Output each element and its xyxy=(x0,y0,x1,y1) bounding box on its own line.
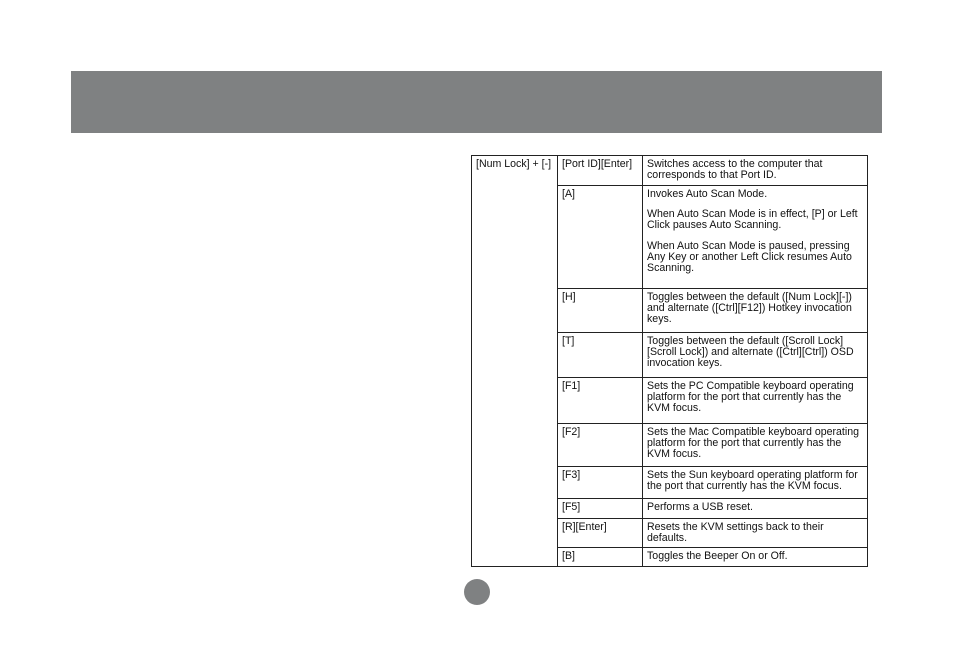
description-text: Toggles between the default ([Scroll Lock][Scroll Lock]) and alternate ([Ctrl][Ctrl]) OSD invocation keys. xyxy=(647,335,854,370)
hotkey-key-cell: [R][Enter] xyxy=(558,519,643,548)
hotkey-description-cell xyxy=(643,467,868,499)
description-text: When Auto Scan Mode is in effect, [P] or Left Click pauses Auto Scanning. xyxy=(647,208,858,232)
hotkey-description-cell xyxy=(643,333,868,378)
hotkey-description-cell xyxy=(643,186,868,289)
hotkey-key-cell: [H] xyxy=(558,289,643,333)
hotkey-description-cell xyxy=(643,499,868,519)
hotkey-table xyxy=(471,155,868,567)
table-row xyxy=(472,156,868,186)
hotkey-combo-cell: [Num Lock] + [-] xyxy=(472,156,558,567)
hotkey-key-cell: [F1] xyxy=(558,378,643,424)
description-text: Switches access to the computer that corresponds to that Port ID. xyxy=(647,158,823,182)
description-text: Sets the Sun keyboard operating platform for the port that currently has the KVM focus. xyxy=(647,469,858,493)
header-band xyxy=(71,71,882,133)
hotkey-description-cell xyxy=(643,519,868,548)
hotkey-description-cell xyxy=(643,378,868,424)
hotkey-key-cell: [T] xyxy=(558,333,643,378)
description-text: Sets the Mac Compatible keyboard operating platform for the port that currently has the KVM focus. xyxy=(647,426,859,461)
hotkey-key-cell: [Port ID][Enter] xyxy=(558,156,643,186)
hotkey-key-cell: [F3] xyxy=(558,467,643,499)
hotkey-key-cell: [A] xyxy=(558,186,643,289)
description-text: Resets the KVM settings back to their defaults. xyxy=(647,521,824,545)
hotkey-description-cell xyxy=(643,156,868,186)
description-text: Sets the PC Compatible keyboard operating platform for the port that currently has the KVM focus. xyxy=(647,380,854,415)
description-text: Toggles between the default ([Num Lock][-]) and alternate ([Ctrl][F12]) Hotkey invocation keys. xyxy=(647,291,852,326)
description-text: Performs a USB reset. xyxy=(647,501,753,513)
description-text: When Auto Scan Mode is paused, pressing Any Key or another Left Click resumes Auto Scanning. xyxy=(647,239,852,275)
description-text: Toggles the Beeper On or Off. xyxy=(647,550,788,563)
hotkey-description-cell xyxy=(643,289,868,333)
hotkey-key-cell: [F5] xyxy=(558,499,643,519)
hotkey-description-cell xyxy=(643,548,868,567)
hotkey-key-cell: [B] xyxy=(558,548,643,567)
hotkey-description-cell xyxy=(643,424,868,467)
hotkey-key-cell: [F2] xyxy=(558,424,643,467)
page-number-dot xyxy=(464,579,490,605)
description-text: Invokes Auto Scan Mode. xyxy=(647,188,768,200)
